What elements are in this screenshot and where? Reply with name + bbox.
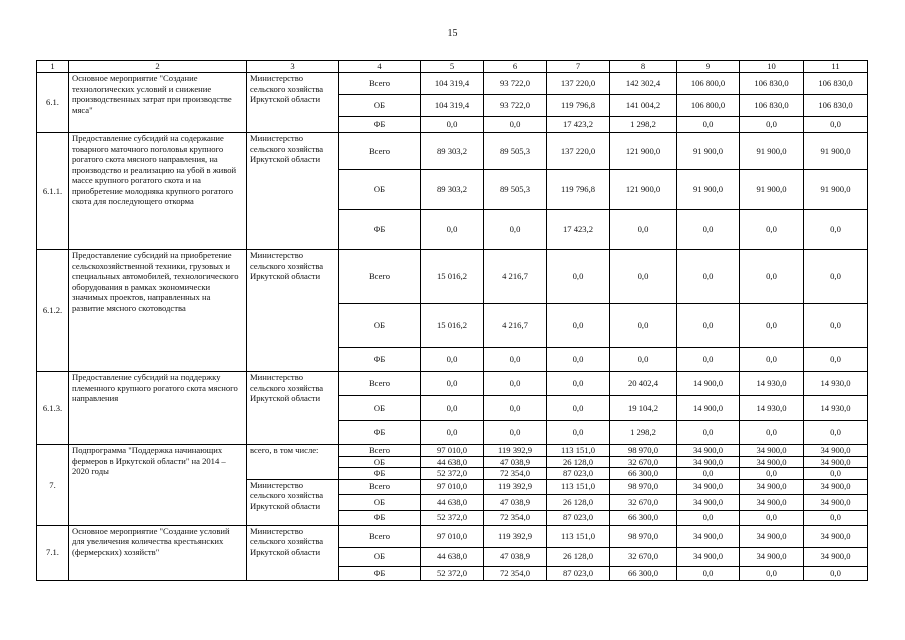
value-cell: 0,0 [804, 468, 868, 480]
item-number-cell: 7. [37, 445, 69, 526]
column-header: 10 [740, 61, 804, 73]
column-header: 6 [484, 61, 547, 73]
value-cell: 91 900,0 [740, 170, 804, 210]
column-number-row [37, 61, 868, 73]
budget-table [36, 60, 868, 581]
value-cell: 0,0 [740, 421, 804, 445]
value-cell: 32 670,0 [610, 456, 677, 468]
value-cell: 0,0 [677, 566, 740, 580]
value-cell: 72 354,0 [484, 468, 547, 480]
value-cell: 0,0 [547, 250, 610, 304]
value-cell: 0,0 [804, 250, 868, 304]
table-row [37, 372, 868, 396]
value-cell: 34 900,0 [740, 456, 804, 468]
value-cell: 142 302,4 [610, 73, 677, 95]
value-cell: 14 930,0 [804, 372, 868, 396]
value-cell: 47 038,9 [484, 547, 547, 566]
value-cell: 121 900,0 [610, 133, 677, 170]
table-row [37, 445, 868, 457]
value-cell: 0,0 [740, 210, 804, 250]
value-cell: 47 038,9 [484, 456, 547, 468]
value-cell: 113 151,0 [547, 445, 610, 457]
executor-cell: всего, в том числе: [247, 445, 339, 480]
value-cell: 0,0 [484, 210, 547, 250]
value-cell: 17 423,2 [547, 117, 610, 133]
funding-source-cell: ОБ [339, 170, 421, 210]
value-cell: 119 392,9 [484, 525, 547, 547]
item-number-cell: 6.1. [37, 73, 69, 133]
value-cell: 0,0 [421, 372, 484, 396]
table-body [37, 61, 868, 581]
item-number-cell: 6.1.2. [37, 250, 69, 372]
funding-source-cell: ФБ [339, 348, 421, 372]
funding-source-cell: Всего [339, 525, 421, 547]
funding-source-cell: ОБ [339, 95, 421, 117]
value-cell: 34 900,0 [804, 445, 868, 457]
value-cell: 137 220,0 [547, 133, 610, 170]
table-row [37, 250, 868, 304]
funding-source-cell: ОБ [339, 396, 421, 421]
item-name-cell: Предоставление субсидий на содержание товарного маточного поголовья крупного рогатого скота мясного направления, на производство и реализацию на убой в живой массе крупного рогатого скота и на приобретение молодняка крупного рогатого скота для последующего откорма [69, 133, 247, 250]
value-cell: 0,0 [740, 510, 804, 525]
value-cell: 44 638,0 [421, 456, 484, 468]
item-name-cell: Основное мероприятие "Создание условий для увеличения количества крестьянских (фермерских) хозяйств" [69, 525, 247, 580]
table-row [37, 525, 868, 547]
column-header: 2 [69, 61, 247, 73]
value-cell: 0,0 [677, 468, 740, 480]
value-cell: 104 319,4 [421, 95, 484, 117]
value-cell: 98 970,0 [610, 525, 677, 547]
value-cell: 91 900,0 [677, 170, 740, 210]
value-cell: 141 004,2 [610, 95, 677, 117]
value-cell: 0,0 [677, 250, 740, 304]
value-cell: 0,0 [804, 304, 868, 348]
value-cell: 98 970,0 [610, 479, 677, 494]
value-cell: 0,0 [677, 421, 740, 445]
column-header: 11 [804, 61, 868, 73]
value-cell: 44 638,0 [421, 494, 484, 510]
table-row [37, 73, 868, 95]
value-cell: 113 151,0 [547, 479, 610, 494]
value-cell: 0,0 [421, 421, 484, 445]
value-cell: 89 505,3 [484, 133, 547, 170]
value-cell: 97 010,0 [421, 479, 484, 494]
item-name-cell: Предоставление субсидий на приобретение сельскохозяйственной техники, грузовых и специальных автомобилей, технологического оборудования в рамках экономически значимых проектов, направленных на развитие мясного скотоводства [69, 250, 247, 372]
value-cell: 89 505,3 [484, 170, 547, 210]
value-cell: 0,0 [740, 304, 804, 348]
value-cell: 0,0 [421, 348, 484, 372]
value-cell: 87 023,0 [547, 510, 610, 525]
value-cell: 0,0 [677, 510, 740, 525]
funding-source-cell: Всего [339, 479, 421, 494]
value-cell: 0,0 [421, 117, 484, 133]
column-header: 8 [610, 61, 677, 73]
executor-cell: Министерство сельского хозяйства Иркутской области [247, 525, 339, 580]
value-cell: 34 900,0 [677, 445, 740, 457]
value-cell: 91 900,0 [804, 133, 868, 170]
item-number-cell: 6.1.3. [37, 372, 69, 445]
value-cell: 34 900,0 [740, 445, 804, 457]
value-cell: 0,0 [740, 566, 804, 580]
funding-source-cell: ФБ [339, 510, 421, 525]
value-cell: 121 900,0 [610, 170, 677, 210]
value-cell: 91 900,0 [677, 133, 740, 170]
value-cell: 66 300,0 [610, 566, 677, 580]
value-cell: 97 010,0 [421, 525, 484, 547]
executor-cell: Министерство сельского хозяйства Иркутской области [247, 73, 339, 133]
item-name-cell: Подпрограмма "Поддержка начинающих фермеров в Иркутской области" на 2014 – 2020 годы [69, 445, 247, 526]
value-cell: 14 930,0 [804, 396, 868, 421]
value-cell: 137 220,0 [547, 73, 610, 95]
value-cell: 0,0 [804, 210, 868, 250]
value-cell: 72 354,0 [484, 566, 547, 580]
executor-cell: Министерство сельского хозяйства Иркутской области [247, 250, 339, 372]
value-cell: 26 128,0 [547, 494, 610, 510]
funding-source-cell: Всего [339, 133, 421, 170]
value-cell: 0,0 [610, 304, 677, 348]
value-cell: 0,0 [804, 421, 868, 445]
value-cell: 119 796,8 [547, 170, 610, 210]
value-cell: 15 016,2 [421, 304, 484, 348]
value-cell: 104 319,4 [421, 73, 484, 95]
item-number-cell: 7.1. [37, 525, 69, 580]
value-cell: 0,0 [804, 566, 868, 580]
value-cell: 89 303,2 [421, 133, 484, 170]
value-cell: 0,0 [804, 117, 868, 133]
value-cell: 4 216,7 [484, 304, 547, 348]
value-cell: 34 900,0 [804, 525, 868, 547]
column-header: 9 [677, 61, 740, 73]
value-cell: 0,0 [804, 348, 868, 372]
funding-source-cell: ФБ [339, 117, 421, 133]
funding-source-cell: ФБ [339, 210, 421, 250]
value-cell: 34 900,0 [677, 525, 740, 547]
value-cell: 34 900,0 [740, 494, 804, 510]
value-cell: 20 402,4 [610, 372, 677, 396]
value-cell: 119 796,8 [547, 95, 610, 117]
value-cell: 0,0 [740, 468, 804, 480]
value-cell: 0,0 [610, 210, 677, 250]
value-cell: 0,0 [547, 421, 610, 445]
value-cell: 91 900,0 [804, 170, 868, 210]
value-cell: 0,0 [804, 510, 868, 525]
value-cell: 0,0 [547, 396, 610, 421]
value-cell: 52 372,0 [421, 468, 484, 480]
item-name-cell: Предоставление субсидий на поддержку племенного крупного рогатого скота мясного направления [69, 372, 247, 445]
value-cell: 0,0 [677, 348, 740, 372]
value-cell: 0,0 [677, 210, 740, 250]
value-cell: 93 722,0 [484, 95, 547, 117]
value-cell: 0,0 [610, 348, 677, 372]
column-header: 3 [247, 61, 339, 73]
column-header: 7 [547, 61, 610, 73]
value-cell: 0,0 [547, 304, 610, 348]
value-cell: 4 216,7 [484, 250, 547, 304]
value-cell: 34 900,0 [804, 479, 868, 494]
value-cell: 0,0 [484, 348, 547, 372]
value-cell: 14 900,0 [677, 396, 740, 421]
funding-source-cell: Всего [339, 73, 421, 95]
value-cell: 119 392,9 [484, 479, 547, 494]
funding-source-cell: ОБ [339, 494, 421, 510]
item-number-cell: 6.1.1. [37, 133, 69, 250]
value-cell: 0,0 [610, 250, 677, 304]
value-cell: 0,0 [484, 117, 547, 133]
value-cell: 106 830,0 [740, 73, 804, 95]
value-cell: 32 670,0 [610, 547, 677, 566]
executor-cell: Министерство сельского хозяйства Иркутской области [247, 372, 339, 445]
value-cell: 14 900,0 [677, 372, 740, 396]
value-cell: 34 900,0 [804, 456, 868, 468]
value-cell: 34 900,0 [677, 479, 740, 494]
value-cell: 34 900,0 [677, 456, 740, 468]
value-cell: 34 900,0 [740, 525, 804, 547]
funding-source-cell: ОБ [339, 547, 421, 566]
value-cell: 87 023,0 [547, 468, 610, 480]
value-cell: 34 900,0 [740, 479, 804, 494]
value-cell: 106 800,0 [677, 73, 740, 95]
value-cell: 34 900,0 [740, 547, 804, 566]
value-cell: 0,0 [677, 304, 740, 348]
item-name-cell: Основное мероприятие "Создание технологических условий и снижение производственных затрат при производстве мяса" [69, 73, 247, 133]
column-header: 4 [339, 61, 421, 73]
value-cell: 87 023,0 [547, 566, 610, 580]
funding-source-cell: Всего [339, 372, 421, 396]
executor-cell: Министерство сельского хозяйства Иркутской области [247, 479, 339, 525]
value-cell: 0,0 [547, 372, 610, 396]
value-cell: 0,0 [421, 396, 484, 421]
value-cell: 1 298,2 [610, 421, 677, 445]
value-cell: 44 638,0 [421, 547, 484, 566]
value-cell: 91 900,0 [740, 133, 804, 170]
value-cell: 1 298,2 [610, 117, 677, 133]
value-cell: 14 930,0 [740, 372, 804, 396]
value-cell: 47 038,9 [484, 494, 547, 510]
value-cell: 0,0 [484, 372, 547, 396]
funding-source-cell: Всего [339, 250, 421, 304]
value-cell: 0,0 [484, 396, 547, 421]
value-cell: 0,0 [677, 117, 740, 133]
value-cell: 0,0 [421, 210, 484, 250]
funding-source-cell: ФБ [339, 566, 421, 580]
value-cell: 34 900,0 [804, 494, 868, 510]
value-cell: 52 372,0 [421, 510, 484, 525]
value-cell: 17 423,2 [547, 210, 610, 250]
value-cell: 89 303,2 [421, 170, 484, 210]
value-cell: 106 830,0 [740, 95, 804, 117]
value-cell: 26 128,0 [547, 456, 610, 468]
value-cell: 34 900,0 [677, 547, 740, 566]
value-cell: 0,0 [740, 117, 804, 133]
value-cell: 19 104,2 [610, 396, 677, 421]
value-cell: 0,0 [484, 421, 547, 445]
value-cell: 0,0 [547, 348, 610, 372]
column-header: 1 [37, 61, 69, 73]
page-number: 15 [447, 28, 458, 39]
value-cell: 34 900,0 [804, 547, 868, 566]
value-cell: 15 016,2 [421, 250, 484, 304]
value-cell: 66 300,0 [610, 468, 677, 480]
value-cell: 14 930,0 [740, 396, 804, 421]
value-cell: 106 800,0 [677, 95, 740, 117]
value-cell: 113 151,0 [547, 525, 610, 547]
funding-source-cell: ФБ [339, 421, 421, 445]
value-cell: 119 392,9 [484, 445, 547, 457]
column-header: 5 [421, 61, 484, 73]
value-cell: 66 300,0 [610, 510, 677, 525]
value-cell: 72 354,0 [484, 510, 547, 525]
value-cell: 98 970,0 [610, 445, 677, 457]
value-cell: 106 830,0 [804, 95, 868, 117]
value-cell: 106 830,0 [804, 73, 868, 95]
value-cell: 0,0 [740, 348, 804, 372]
value-cell: 93 722,0 [484, 73, 547, 95]
executor-cell: Министерство сельского хозяйства Иркутской области [247, 133, 339, 250]
value-cell: 0,0 [740, 250, 804, 304]
funding-source-cell: ФБ [339, 468, 421, 480]
funding-source-cell: ОБ [339, 456, 421, 468]
funding-source-cell: ОБ [339, 304, 421, 348]
funding-source-cell: Всего [339, 445, 421, 457]
table-row [37, 133, 868, 170]
value-cell: 34 900,0 [677, 494, 740, 510]
value-cell: 32 670,0 [610, 494, 677, 510]
value-cell: 26 128,0 [547, 547, 610, 566]
value-cell: 52 372,0 [421, 566, 484, 580]
value-cell: 97 010,0 [421, 445, 484, 457]
